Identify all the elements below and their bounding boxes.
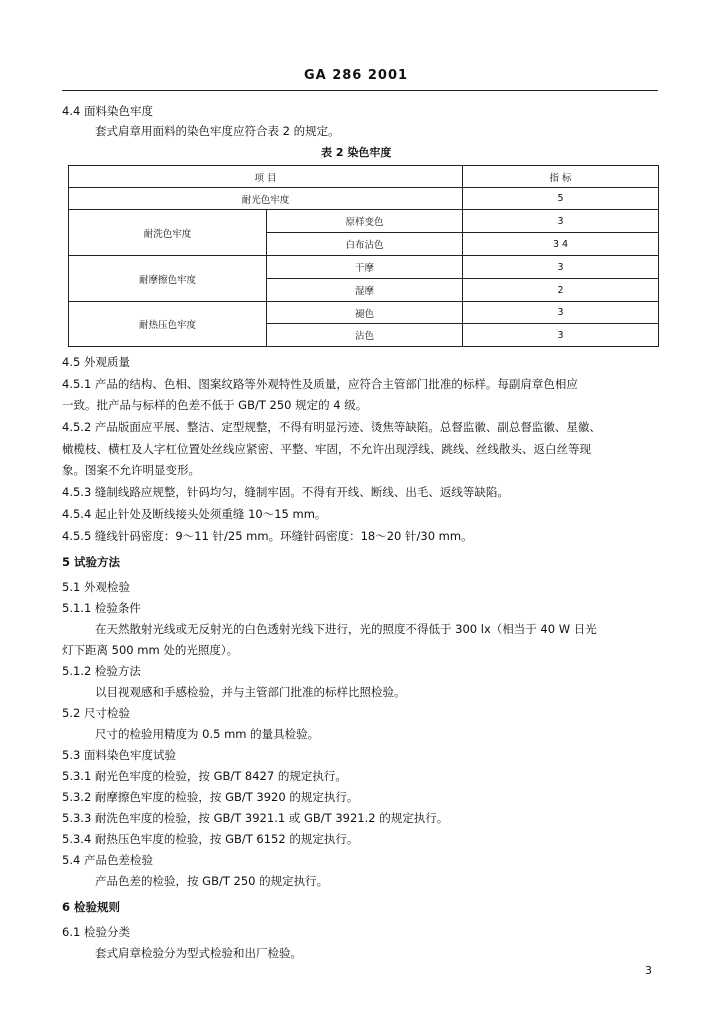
table-cell-subitem: 原样变色 (267, 210, 463, 233)
section-4-5-5: 4.5.5 缝线针码密度：9～11 针/25 mm。环缝针码密度：18～20 针/30 mm。 (62, 529, 473, 543)
section-4-5-4: 4.5.4 起止针处及断线接头处须重缝 10～15 mm。 (62, 507, 327, 521)
section-5-3-3: 5.3.3 耐洗色牢度的检验，按 GB/T 3921.1 或 GB/T 3921.2 的规定执行。 (62, 811, 449, 825)
section-4-5-1-line2: 一致。批产品与标样的色差不低于 GB/T 250 规定的 4 级。 (62, 398, 368, 412)
table-cell-item: 耐光色牢度 (69, 188, 463, 210)
table-cell-value: 3 (463, 256, 658, 279)
section-5-2: 5.2 尺寸检验 (62, 706, 130, 720)
table-caption: 表 2 染色牢度 (321, 146, 392, 159)
section-4-5-2-line1: 4.5.2 产品版面应平展、整洁、定型规整，不得有明显污迹、烫焦等缺陷。总督监徽、副总督监徽、星徽、 (62, 420, 601, 434)
section-6-1-text: 套式肩章检验分为型式检验和出厂检验。 (95, 946, 302, 960)
section-5-2-text: 尺寸的检验用精度为 0.5 mm 的量具检验。 (95, 727, 320, 741)
section-4-5-2-line2: 橄榄枝、横杠及人字杠位置处丝线应紧密、平整、牢固，不允许出现浮线、跳线、丝线散头、返白丝等现 (62, 442, 591, 456)
section-4-4-text: 套式肩章用面料的染色牢度应符合表 2 的规定。 (95, 124, 340, 138)
section-5-1-1-text1: 在天然散射光线或无反射光的白色透射光线下进行，光的照度不得低于 300 lx（相当于 40 W 日光 (95, 622, 597, 636)
table-cell-value: 3 (557, 329, 564, 341)
section-5-title: 5 试验方法 (62, 555, 121, 569)
table-cell-subitem: 干摩 (267, 256, 463, 279)
section-5-3-1: 5.3.1 耐光色牢度的检验，按 GB/T 8427 的规定执行。 (62, 769, 347, 783)
section-5-1-1-text2: 灯下距离 500 mm 处的光照度）。 (62, 643, 239, 657)
section-5-1-2: 5.1.2 检验方法 (62, 664, 141, 678)
section-6-title: 6 检验规则 (62, 900, 121, 914)
table-cell-subitem: 褪色 (267, 302, 463, 324)
section-4-4-title: 4.4 面料染色牢度 (62, 104, 153, 118)
section-5-4: 5.4 产品色差检验 (62, 853, 153, 867)
section-4-5-title: 4.5 外观质量 (62, 355, 130, 369)
section-4-5-3: 4.5.3 缝制线路应规整，针码均匀，缝制牢固。不得有开线、断线、出毛、返线等缺陷。 (62, 485, 509, 499)
table-cell-subitem: 沾色 (267, 324, 463, 346)
section-5-4-text: 产品色差的检验，按 GB/T 250 的规定执行。 (95, 874, 329, 888)
section-5-1-1: 5.1.1 检验条件 (62, 601, 141, 615)
standard-code-header: GA 286 2001 (303, 68, 409, 83)
table-cell-item: 耐摩擦色牢度 (69, 256, 267, 302)
section-5-1: 5.1 外观检验 (62, 580, 130, 594)
page-number: 3 (645, 964, 652, 977)
table-cell-value: 5 (463, 188, 658, 210)
table-header-item: 项 目 (69, 166, 463, 188)
section-4-5-1-line1: 4.5.1 产品的结构、色相、图案纹路等外观特性及质量，应符合主管部门批准的标样。每副肩章色相应 (62, 377, 578, 391)
table-cell-value: 3 (463, 302, 658, 324)
table-cell-value: 2 (463, 279, 658, 302)
table-cell-subitem: 白布沾色 (267, 233, 463, 256)
table-cell-subitem: 湿摩 (267, 279, 463, 302)
table-cell-value: 3 4 (463, 233, 658, 256)
table-cell-item: 耐热压色牢度 (69, 302, 267, 346)
section-5-3: 5.3 面料染色牢度试验 (62, 748, 176, 762)
table-cell-item: 耐洗色牢度 (69, 210, 267, 256)
section-5-3-4: 5.3.4 耐热压色牢度的检验，按 GB/T 6152 的规定执行。 (62, 832, 359, 846)
section-5-3-2: 5.3.2 耐摩擦色牢度的检验，按 GB/T 3920 的规定执行。 (62, 790, 359, 804)
table-cell-value: 3 (463, 210, 658, 233)
table-header-index: 指 标 (463, 166, 658, 188)
section-4-5-2-line3: 象。图案不允许明显变形。 (62, 463, 200, 477)
header-rule (62, 90, 658, 91)
colorfastness-table (68, 165, 659, 347)
section-5-1-2-text: 以目视观感和手感检验，并与主管部门批准的标样比照检验。 (95, 685, 406, 699)
section-6-1: 6.1 检验分类 (62, 925, 130, 939)
